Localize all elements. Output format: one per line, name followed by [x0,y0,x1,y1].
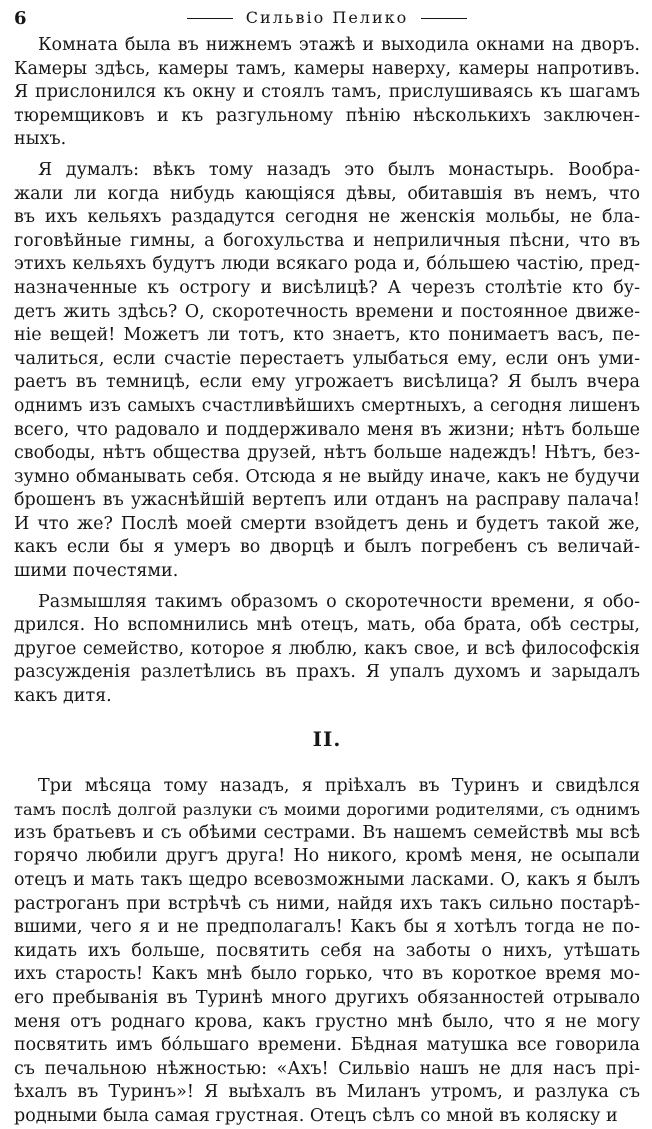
text-line: тюремщиковъ и къ разгульному пѣнію нѣсколькихъ заключен- [14,105,640,126]
text-line: раетъ въ темницѣ, если ему угрожаетъ висѣлица? Я былъ вчера [14,372,640,393]
text-line: гоговѣйные гимны, а богохульства и неприличныя пѣсни, что въ [14,230,640,251]
chapter-heading: II. [312,726,342,751]
text-line: брошенъ въ ужаснѣйшій вертепъ или отданъ на расправу палача! [14,490,640,511]
paragraph [14,159,640,584]
text-line: кидать ихъ больше, посвятить себя на заботы о нихъ, утѣшать [14,940,640,961]
text-line: отецъ и мать такъ щедро всевозможными ласками. О, какъ я былъ [14,870,640,890]
text-line: Размышляя такимъ образомъ о скоротечности времени, я обо- [38,591,640,612]
paragraph [14,775,640,1129]
text-section-bottom [14,775,640,1129]
title-rule-right [421,18,467,19]
text-section-top [14,34,640,709]
text-line: жали ли когда нибудь кающіяся дѣвы, обитавшія въ немъ, что [14,183,640,204]
text-line: какъ если бы я умеръ во дворцѣ и былъ погребенъ съ величай- [14,537,640,558]
text-line: И что же? Послѣ моей смерти взойдетъ день и будетъ такой же, [14,513,640,534]
text-line: Три мѣсяца тому назадъ, я пріѣхалъ въ Туринъ и свидѣлся [38,775,640,796]
page-header [14,6,640,34]
text-line: въ ихъ кельяхъ раздадутся сегодня не женскія мольбы, не бла- [14,207,640,228]
text-line: назначенные къ острогу и висѣлицѣ? А черезъ столѣтіе кто бу- [14,277,640,298]
page-number: 6 [14,8,27,29]
text-line: однимъ изъ самыхъ счастливѣйшихъ смертныхъ, а сегодня лишенъ [14,395,640,416]
text-line: детъ жить здѣсь? О, скоротечность времени и постоянное движе- [14,301,640,322]
text-line: зумно обманывать себя. Отсюда я не выйду иначе, какъ не будучи [14,466,640,487]
text-line: свободы, нѣтъ общества друзей, нѣтъ больше надеждъ! Нѣтъ, без- [14,443,640,464]
text-line: съ печальною нѣжностью: «Ахъ! Сильвіо нашъ не для насъ прі- [14,1058,640,1079]
text-line: вшими, чего я и не предполагалъ! Какъ бы я хотѣлъ тогда не по- [14,917,640,938]
paragraph [14,591,640,709]
title-rule-left [187,18,233,19]
text-line: его пребыванія въ Туринѣ много другихъ обязанностей отрывало [14,987,640,1008]
text-line: меня отъ роднаго крова, какъ грустно мнѣ было, что я не могу [14,1011,640,1032]
text-line: Я прислонился къ окну и стоялъ тамъ, прислушиваясь къ шагамъ [14,82,640,103]
text-line: Я думалъ: вѣкъ тому назадъ это былъ монастырь. Вообра- [38,159,640,180]
text-line: изъ братьевъ и съ обѣими сестрами. Въ нашемъ семействѣ мы всѣ [14,822,640,843]
text-line: тамъ послѣ долгой разлуки съ моими дорогими родителями, съ однимъ [14,800,640,820]
text-line: шими почестями. [14,561,179,582]
text-line: Комната была въ нижнемъ этажѣ и выходила окнами на дворъ. [38,35,640,55]
paragraph [14,34,640,152]
text-line: горячо любили другъ друга! Но никого, кромѣ меня, не осыпали [14,846,640,867]
running-title-line [14,8,640,27]
text-line: этихъ кельяхъ будутъ люди всякаго рода и, бóльшею частію, пред- [14,254,640,275]
text-line: всего, что радовало и поддерживало меня въ жизни; нѣтъ больше [14,419,640,440]
text-line: другое семейство, которое я люблю, какъ свое, и всѣ философскія [14,638,640,659]
text-line: Камеры здѣсь, камеры тамъ, камеры наверху, камеры напротивъ. [14,58,640,79]
text-line: чалиться, если счастіе перестаетъ улыбаться ему, если онъ уми- [14,348,640,369]
text-line: посвятить имъ бóльшаго времени. Бѣдная матушка все говорила [14,1035,640,1056]
text-line: ихъ старость! Какъ мнѣ было горько, что въ короткое время мо- [14,964,640,985]
text-line: ѣхалъ въ Туринъ»! Я выѣхалъ въ Миланъ утромъ, и разлука съ [14,1082,640,1103]
running-title: Сильвіо Пелико [245,8,409,27]
text-line: растроганъ при встрѣчѣ съ ними, найдя ихъ такъ сильно постарѣ- [14,893,640,914]
text-line: ніе вещей! Можетъ ли тотъ, кто знаетъ, кто понимаетъ васъ, пе- [14,325,640,346]
text-line: какъ дитя. [14,686,112,707]
text-line: родными была самая грустная. Отецъ сѣлъ со мной въ коляску и [14,1105,618,1126]
text-line: дрился. Но вспомнились мнѣ отецъ, мать, оба брата, обѣ сестры, [14,615,640,636]
text-line: ныхъ. [14,129,67,150]
text-line: разсужденія разлетѣлись въ прахъ. Я упалъ духомъ и зарыдалъ [14,662,640,683]
book-page [14,6,640,1129]
